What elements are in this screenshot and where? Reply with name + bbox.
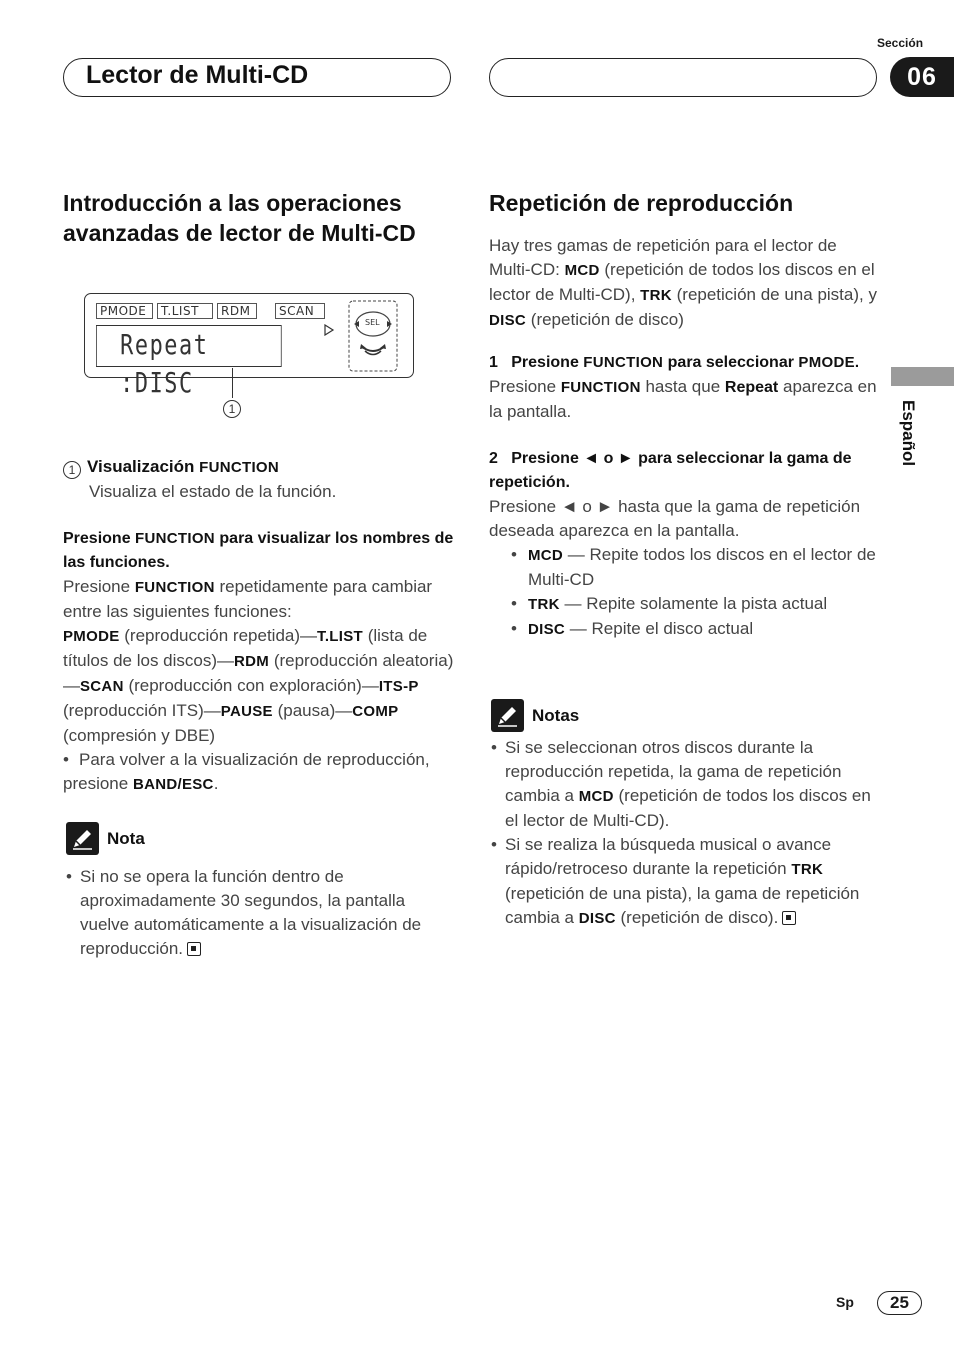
left-step-body-b: repetidamente para cambiar entre las siguientes funciones: xyxy=(63,577,433,621)
left-step-bullet-end: . xyxy=(213,774,219,793)
page-number: 25 xyxy=(877,1291,922,1315)
notes-item-text: (repetición de disco). xyxy=(620,908,779,927)
step1-body-b: hasta que xyxy=(645,377,721,396)
step1-title-code2: PMODE. xyxy=(798,354,860,371)
function-list xyxy=(63,624,455,748)
header-blank-frame xyxy=(489,58,877,97)
function-code: COMP xyxy=(352,703,399,720)
display-tab-pmode: PMODE xyxy=(96,303,153,319)
left-step-title-a: Presione xyxy=(63,530,131,547)
note-item-text: Si no se opera la función dentro de aproximadamente 30 segundos, la pantalla vuelve automáticamente a la visualización de reproducción. xyxy=(80,867,422,958)
end-mark-icon xyxy=(187,942,201,956)
repeat-range-code: MCD xyxy=(528,547,564,564)
notes-item-code: TRK xyxy=(791,861,824,878)
left-step-bullet-code: BAND/ESC xyxy=(132,776,214,793)
left-column xyxy=(63,188,463,248)
notes-title: Notas xyxy=(532,705,580,725)
step1-title xyxy=(489,351,881,375)
callout-explanation xyxy=(63,455,463,504)
step1-title-code: FUNCTION xyxy=(583,354,664,371)
left-step-body-code: FUNCTION xyxy=(134,579,215,596)
left-step-body-a: Presione xyxy=(63,577,131,596)
callout-marker xyxy=(223,400,241,418)
callout-line xyxy=(232,368,233,398)
left-note xyxy=(66,822,458,961)
note-pencil-icon xyxy=(66,822,99,855)
step2-title-line xyxy=(489,447,881,495)
function-desc: (reproducción ITS)— xyxy=(63,701,221,720)
callout-ref-number: 1 xyxy=(63,461,81,479)
sel-dial-icon xyxy=(343,298,403,374)
repeat-range-item xyxy=(511,617,881,642)
notes-item-text: Si se seleccionan otros discos durante la reproducción repetida, la gama de repetición cambia a xyxy=(505,738,842,805)
function-desc: (reproducción con exploración)— xyxy=(128,676,379,695)
intro-code-mcd: MCD xyxy=(564,262,600,279)
left-heading: Introducción a las operaciones avanzadas de lector de Multi-CD xyxy=(63,190,416,246)
step1-body-c: aparezca en la pantalla. xyxy=(489,377,877,421)
left-step-title-code: FUNCTION xyxy=(135,530,215,547)
repeat-range-list xyxy=(489,543,881,642)
step2-body: Presione ◄ o ► hasta que la gama de repetición deseada aparezca en la pantalla. xyxy=(489,497,861,540)
intro-text: (repetición de disco) xyxy=(530,310,684,329)
notes-pencil-icon xyxy=(491,699,524,732)
repeat-range-item xyxy=(511,543,881,592)
function-code: SCAN xyxy=(80,678,124,695)
right-intro xyxy=(489,234,881,333)
notes-item-text: (repetición de todos los discos en el lector de Multi-CD). xyxy=(505,786,871,830)
repeat-range-desc: — Repite el disco actual xyxy=(569,619,754,638)
repeat-range-code: DISC xyxy=(528,621,566,638)
left-step-title-b: para visualizar los nombres de las funciones. xyxy=(63,530,454,571)
section-number: 06 xyxy=(890,57,954,97)
callout-title: Visualización xyxy=(87,457,195,476)
step1-body xyxy=(489,375,881,424)
intro-text: (repetición de una pista), y xyxy=(676,285,877,304)
function-desc: (compresión y DBE) xyxy=(63,726,216,745)
end-mark-icon xyxy=(782,911,796,925)
sel-label: SEL xyxy=(365,318,380,327)
function-code: PAUSE xyxy=(220,703,273,720)
notes-item xyxy=(491,833,883,931)
step1-body-code2: Repeat xyxy=(724,379,779,396)
right-column xyxy=(489,188,881,642)
right-heading: Repetición de reproducción xyxy=(489,190,794,216)
function-desc: (reproducción aleatoria)— xyxy=(63,651,454,695)
display-tab-tlist: T.LIST xyxy=(157,303,213,319)
function-code: PMODE xyxy=(63,628,120,645)
function-code: ITS-P xyxy=(378,678,419,695)
display-tab-scan: SCAN xyxy=(275,303,325,319)
repeat-range-code: TRK xyxy=(528,596,560,613)
function-desc: (lista de títulos de los discos)— xyxy=(63,626,428,670)
function-code: RDM xyxy=(234,653,270,670)
step2-number: 2 xyxy=(489,450,498,467)
step2-title: Presione ◄ o ► para seleccionar la gama de repetición. xyxy=(489,450,852,491)
chapter-title: Lector de Multi-CD xyxy=(86,61,309,89)
section-label: Sección xyxy=(877,36,924,50)
step1-title-a: Presione xyxy=(511,354,579,371)
repeat-range-desc: — Repite todos los discos en el lector de Multi-CD xyxy=(528,545,876,589)
notes-item-code: MCD xyxy=(578,788,614,805)
intro-text: Hay tres gamas de repetición para el lector de Multi-CD: xyxy=(489,236,837,279)
left-step-bullet-text: Para volver a la visualización de reproducción, presione xyxy=(63,750,430,793)
repeat-range-item xyxy=(511,592,881,617)
display-tab-rdm: RDM xyxy=(217,303,257,319)
display-screen-text: Repeat :DISC xyxy=(96,325,282,367)
callout-title-code: FUNCTION xyxy=(199,459,280,476)
notes-item-text: (repetición de una pista), la gama de repetición cambia a xyxy=(505,884,860,927)
callout-text: Visualiza el estado de la función. xyxy=(89,482,337,501)
note-item xyxy=(66,865,458,961)
function-code: T.LIST xyxy=(317,628,363,645)
note-title: Nota xyxy=(107,828,145,848)
footer-lang-code: Sp xyxy=(836,1294,854,1310)
step1-title-b: para seleccionar xyxy=(667,354,794,371)
step1-number: 1 xyxy=(489,354,498,371)
step1-body-a: Presione xyxy=(489,377,557,396)
intro-code-disc: DISC xyxy=(489,312,527,329)
repeat-range-desc: — Repite solamente la pista actual xyxy=(564,594,828,613)
intro-code-trk: TRK xyxy=(640,287,672,304)
notes-item xyxy=(491,736,883,833)
display-illustration xyxy=(84,293,414,399)
notes-item-text: Si se realiza la búsqueda musical o avance rápido/retroceso durante la repetición xyxy=(505,835,832,878)
play-indicator-icon xyxy=(323,324,335,336)
function-desc: (reproducción repetida)— xyxy=(124,626,318,645)
callout-number: 1 xyxy=(223,400,241,418)
language-tab-label: Español xyxy=(899,400,918,467)
right-notes xyxy=(491,699,883,931)
function-desc: (pausa)— xyxy=(277,701,353,720)
language-tab-marker xyxy=(891,367,954,386)
left-step xyxy=(63,527,455,797)
intro-text: (repetición de todos los discos en el lector de Multi-CD), xyxy=(489,260,875,304)
notes-item-code: DISC xyxy=(578,910,616,927)
left-step-bullet xyxy=(63,748,455,797)
step1-body-code: FUNCTION xyxy=(560,379,641,396)
